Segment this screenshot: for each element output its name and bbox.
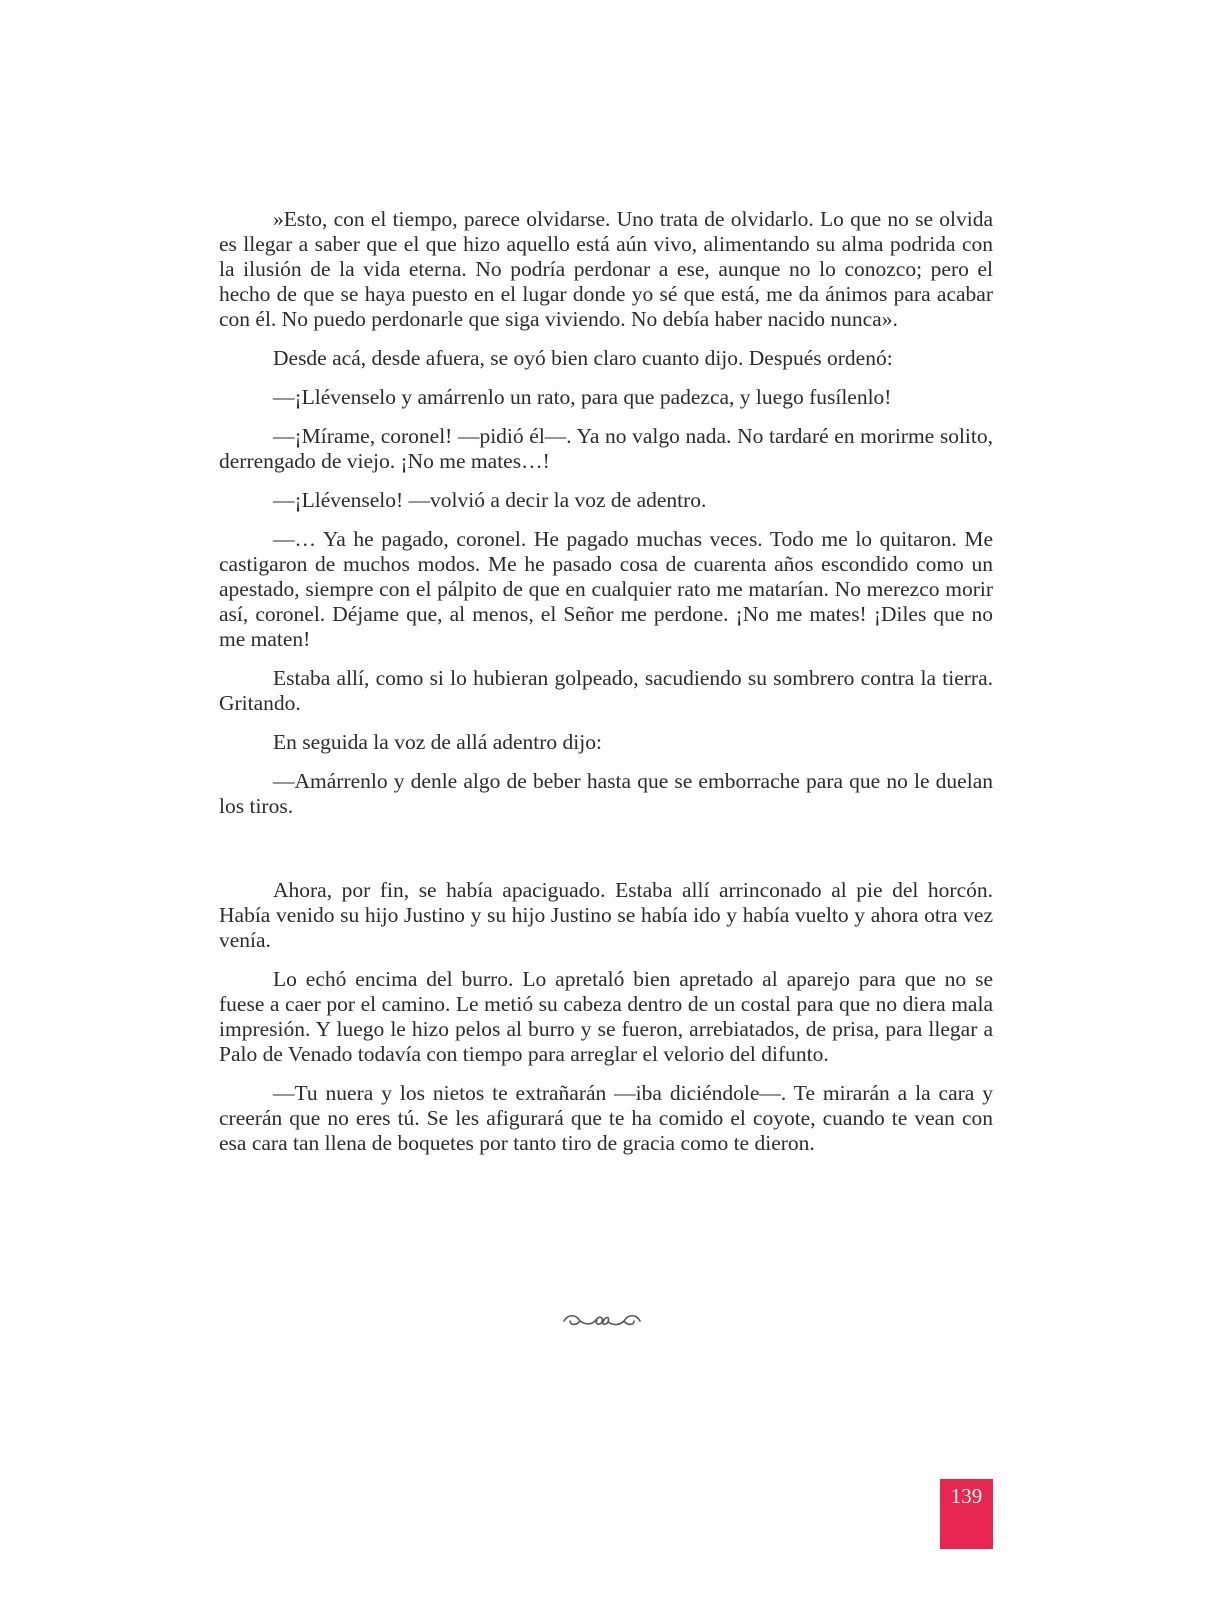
paragraph: En seguida la voz de allá adentro dijo: — [273, 730, 602, 754]
paragraph: »Esto, con el tiempo, parece olvidarse. Uno trata de olvidarlo. Lo que no se olvida es llegar a saber que el que hizo aquello está aún vivo, alimentando su alma podrida con la ilusión de la vida eterna. No podría perdonar a ese, aunque no lo conozco; pero el hecho de que se haya puesto en el lugar donde yo sé que está, me da ánimos para acabar con él. No puedo perdonarle que siga viviendo. No debía haber nacido nunca». — [219, 207, 993, 331]
paragraph: Estaba allí, como si lo hubieran golpeado, sacudiendo su sombrero contra la tierra. Gritando. — [219, 666, 993, 715]
paragraph: Desde acá, desde afuera, se oyó bien claro cuanto dijo. Después ordenó: — [273, 346, 893, 370]
paragraph: Lo echó encima del burro. Lo apretaló bien apretado al aparejo para que no se fuese a caer por el camino. Le metió su cabeza dentro de un costal para que no diera mala impresión. Y luego le hizo pelos al burro y se fueron, arrebiatados, de prisa, para llegar a Palo de Venado todavía con tiempo para arreglar el velorio del difunto. — [219, 967, 993, 1066]
paragraph: —¡Llévenselo! —volvió a decir la voz de adentro. — [273, 488, 707, 512]
paragraph: —Tu nuera y los nietos te extrañarán —iba diciéndole—. Te mirarán a la cara y creerán que no eres tú. Se les afigurará que te ha comido el coyote, cuando te vean con esa cara tan llena de boquetes por tanto tiro de gracia como te dieron. — [219, 1081, 993, 1155]
paragraph: —… Ya he pagado, coronel. He pagado muchas veces. Todo me lo quitaron. Me castigaron de muchos modos. Me he pasado cosa de cuarenta años escondido como un apestado, siempre con el pálpito de que en cualquier rato me matarían. No merezco morir así, coronel. Déjame que, al menos, el Señor me perdone. ¡No me mates! ¡Diles que no me maten! — [219, 527, 993, 651]
flourish-ornament-icon — [560, 1310, 644, 1332]
paragraph: Ahora, por fin, se había apaciguado. Estaba allí arrinconado al pie del horcón. Había venido su hijo Justino y su hijo Justino se había ido y había vuelto y ahora otra vez venía. — [219, 878, 993, 952]
page-number: 139 — [950, 1484, 983, 1508]
page-body — [219, 207, 993, 1170]
paragraph: —¡Mírame, coronel! —pidió él—. Ya no valgo nada. No tardaré en morirme solito, derrengado de viejo. ¡No me mates…! — [219, 424, 993, 473]
paragraph: —Amárrenlo y denle algo de beber hasta que se emborrache para que no le duelan los tiros. — [219, 769, 993, 818]
paragraph: —¡Llévenselo y amárrenlo un rato, para que padezca, y luego fusílenlo! — [273, 385, 892, 409]
page-number-badge — [940, 1479, 993, 1549]
section-break — [219, 833, 993, 878]
